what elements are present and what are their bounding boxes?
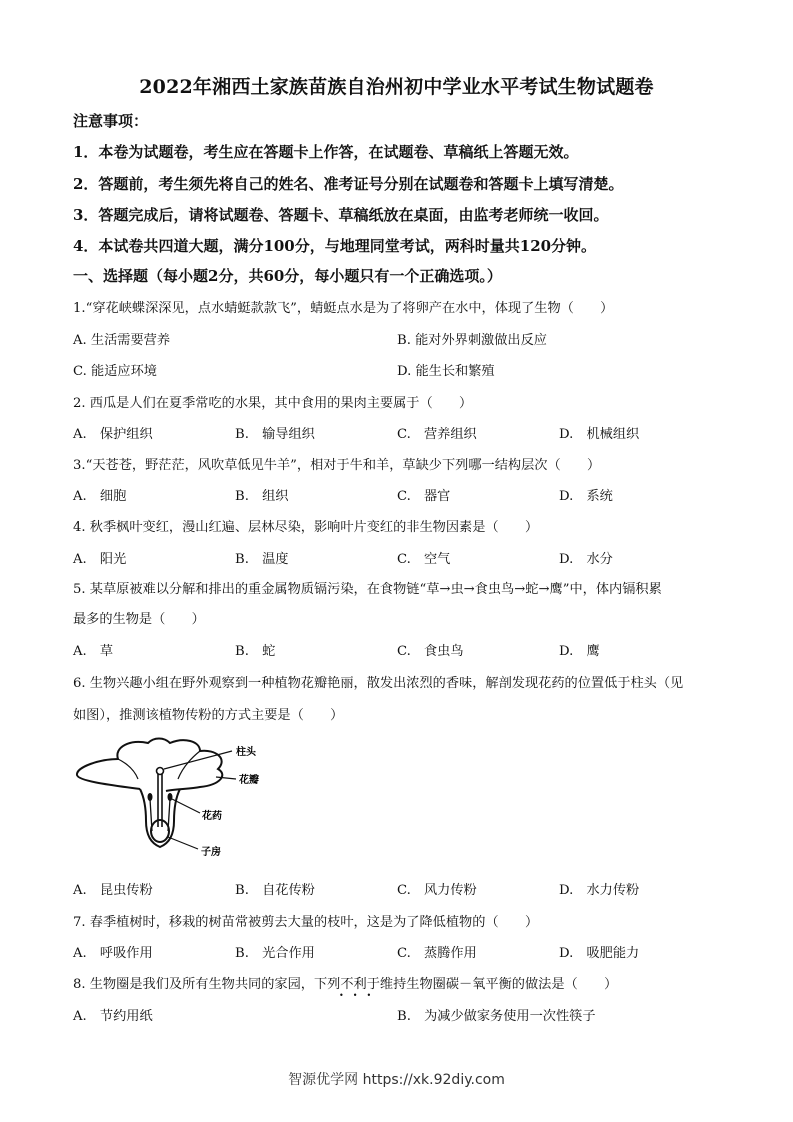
stigma [157,768,164,775]
section-heading: 一、选择题（每小题2分，共60分，每小题只有一个正确选项。） [73,267,502,285]
question-5-option-d: D. 鹰 [559,644,600,659]
label-petal: 花瓣 [239,775,259,786]
question-3-option-d: D. 系统 [559,489,613,504]
question-7-option-d: D. 吸肥能力 [559,946,640,961]
question-4-stem: 4. 秋季枫叶变红，漫山红遍、层林尽染，影响叶片变红的非生物因素是（ ） [73,520,539,535]
anther-right [168,793,173,801]
question-6-stem-line-2: 如图），推测该植物传粉的方式主要是（ ） [73,708,344,723]
question-7-option-a: A. 呼吸作用 [73,946,153,961]
notice-item-3: 3．答题完成后，请将试题卷、答题卡、草稿纸放在桌面，由监考老师统一收回。 [73,206,609,224]
flower-diagram [70,733,270,863]
flower-tube [140,789,180,847]
question-1-stem: 1.“穿花峡蝶深深见，点水蜻蜓款款飞”，蜻蜓点水是为了将卵产在水中，体现了生物（ ） [73,301,614,316]
question-8-option-a: A. 节约用纸 [73,1009,153,1024]
question-4-option-c: C. 空气 [397,552,451,567]
petal-outline [77,739,222,792]
ovary [151,820,169,842]
question-6-option-d: D. 水力传粉 [559,883,640,898]
question-5-stem-line-2: 最多的生物是（ ） [73,612,205,627]
question-3-stem: 3.“天苍苍，野茫茫，风吹草低见牛羊”，相对于牛和羊，草缺少下列哪一结构层次（ ） [73,458,601,473]
question-5-option-c: C. 食虫鸟 [397,644,464,659]
question-3-option-c: C. 器官 [397,489,451,504]
question-6-option-b: B. 自花传粉 [235,883,315,898]
anther-left [148,793,153,801]
question-7-option-b: B. 光合作用 [235,946,315,961]
notice-heading: 注意事项： [73,112,149,130]
question-8-stem: 8. 生物圈是我们及所有生物共同的家园，下列不利于维持生物圈碳－氧平衡的做法是（ ） [73,977,618,992]
question-8-option-b: B. 为减少做家务使用一次性筷子 [397,1009,596,1024]
question-2-option-d: D. 机械组织 [559,427,640,442]
label-stigma: 柱头 [236,747,256,758]
question-5-option-a: A. 草 [73,644,114,659]
question-1-option-b: B. 能对外界刺激做出反应 [397,333,547,348]
question-7-option-c: C. 蒸腾作用 [397,946,477,961]
question-2-option-c: C. 营养组织 [397,427,477,442]
question-1-option-c: C. 能适应环境 [73,364,157,379]
question-2-stem: 2. 西瓜是人们在夏季常吃的水果，其中食用的果肉主要属于（ ） [73,396,473,411]
notice-item-4: 4．本试卷共四道大题，满分100分，与地理同堂考试，两科时量共120分钟。 [73,237,597,255]
question-7-stem: 7. 春季植树时，移栽的树苗常被剪去大量的枝叶，这是为了降低植物的（ ） [73,915,539,930]
question-6-stem-line-1: 6. 生物兴趣小组在野外观察到一种植物花瓣艳丽，散发出浓烈的香味，解剖发现花药的位置低于柱头（见 [73,676,684,691]
notice-item-2: 2．答题前，考生须先将自己的姓名、准考证号分别在试题卷和答题卡上填写清楚。 [73,175,624,193]
label-anther: 花药 [202,811,222,822]
question-4-option-a: A. 阳光 [73,552,127,567]
question-3-option-a: A. 细胞 [73,489,127,504]
page-title: 2022年湘西土家族苗族自治州初中学业水平考试生物试题卷 [139,76,654,98]
question-6-option-a: A. 昆虫传粉 [73,883,153,898]
question-5-stem-line-1: 5. 某草原被难以分解和排出的重金属物质镉污染，在食物链“草→虫→食虫鸟→蛇→鹰”中，体内镉积累 [73,582,662,597]
question-1-option-d: D. 能生长和繁殖 [397,364,495,379]
question-1-option-a: A. 生活需要营养 [73,333,171,348]
question-5-option-b: B. 蛇 [235,644,276,659]
question-2-option-b: B. 输导组织 [235,427,315,442]
emphasis-dots: ••• [339,991,381,1000]
footer-watermark: 智源优学网 https://xk.92diy.com [288,1072,505,1088]
question-6-option-c: C. 风力传粉 [397,883,477,898]
label-ovary: 子房 [201,847,221,858]
question-2-option-a: A. 保护组织 [73,427,153,442]
notice-item-1: 1．本卷为试题卷，考生应在答题卡上作答，在试题卷、草稿纸上答题无效。 [73,143,579,161]
question-4-option-b: B. 温度 [235,552,289,567]
question-4-option-d: D. 水分 [559,552,613,567]
question-3-option-b: B. 组织 [235,489,289,504]
